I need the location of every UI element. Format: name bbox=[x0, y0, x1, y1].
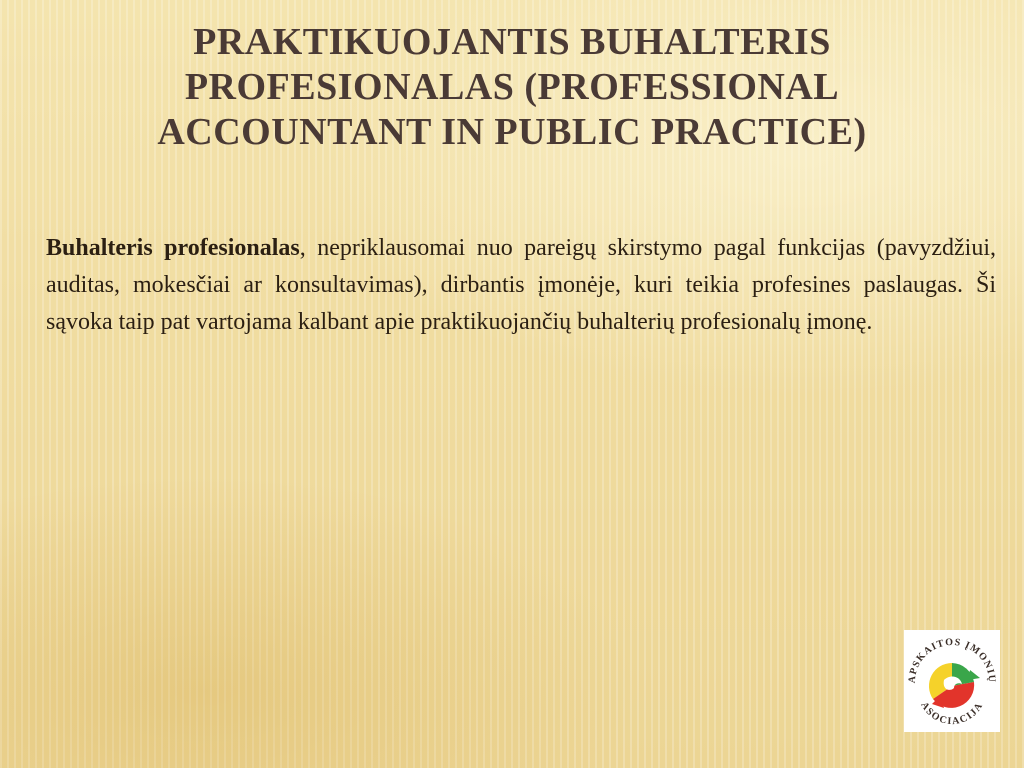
title-line-1: PRAKTIKUOJANTIS BUHALTERIS bbox=[193, 21, 831, 63]
association-logo bbox=[904, 630, 1000, 732]
slide-title bbox=[60, 20, 964, 155]
logo-green-arrow bbox=[968, 670, 980, 680]
association-logo-icon bbox=[904, 630, 1000, 732]
logo-emblem bbox=[929, 663, 980, 708]
definition-text: , nepriklausomai nuo pareigų skirstymo pagal funkcijas (pavyzdžiui, auditas, mokesčiai ar konsultavimas), dirbantis įmonėje, kuri teikia profesines paslaugas. Ši sąvoka taip pat vartojama kalbant apie praktikuojančių buhalterių profesionalų įmonę. bbox=[46, 235, 996, 335]
logo-text-top: APSKAITOS ĮMONIŲ bbox=[906, 636, 998, 684]
definition-paragraph bbox=[46, 230, 996, 341]
title-line-2: PROFESIONALAS (PROFESSIONAL bbox=[184, 66, 840, 108]
logo-text-bottom: ASOCIACIJA bbox=[918, 700, 986, 728]
title-line-3: ACCOUNTANT IN PUBLIC PRACTICE) bbox=[157, 111, 867, 153]
definition-term: Buhalteris profesionalas bbox=[46, 235, 300, 261]
